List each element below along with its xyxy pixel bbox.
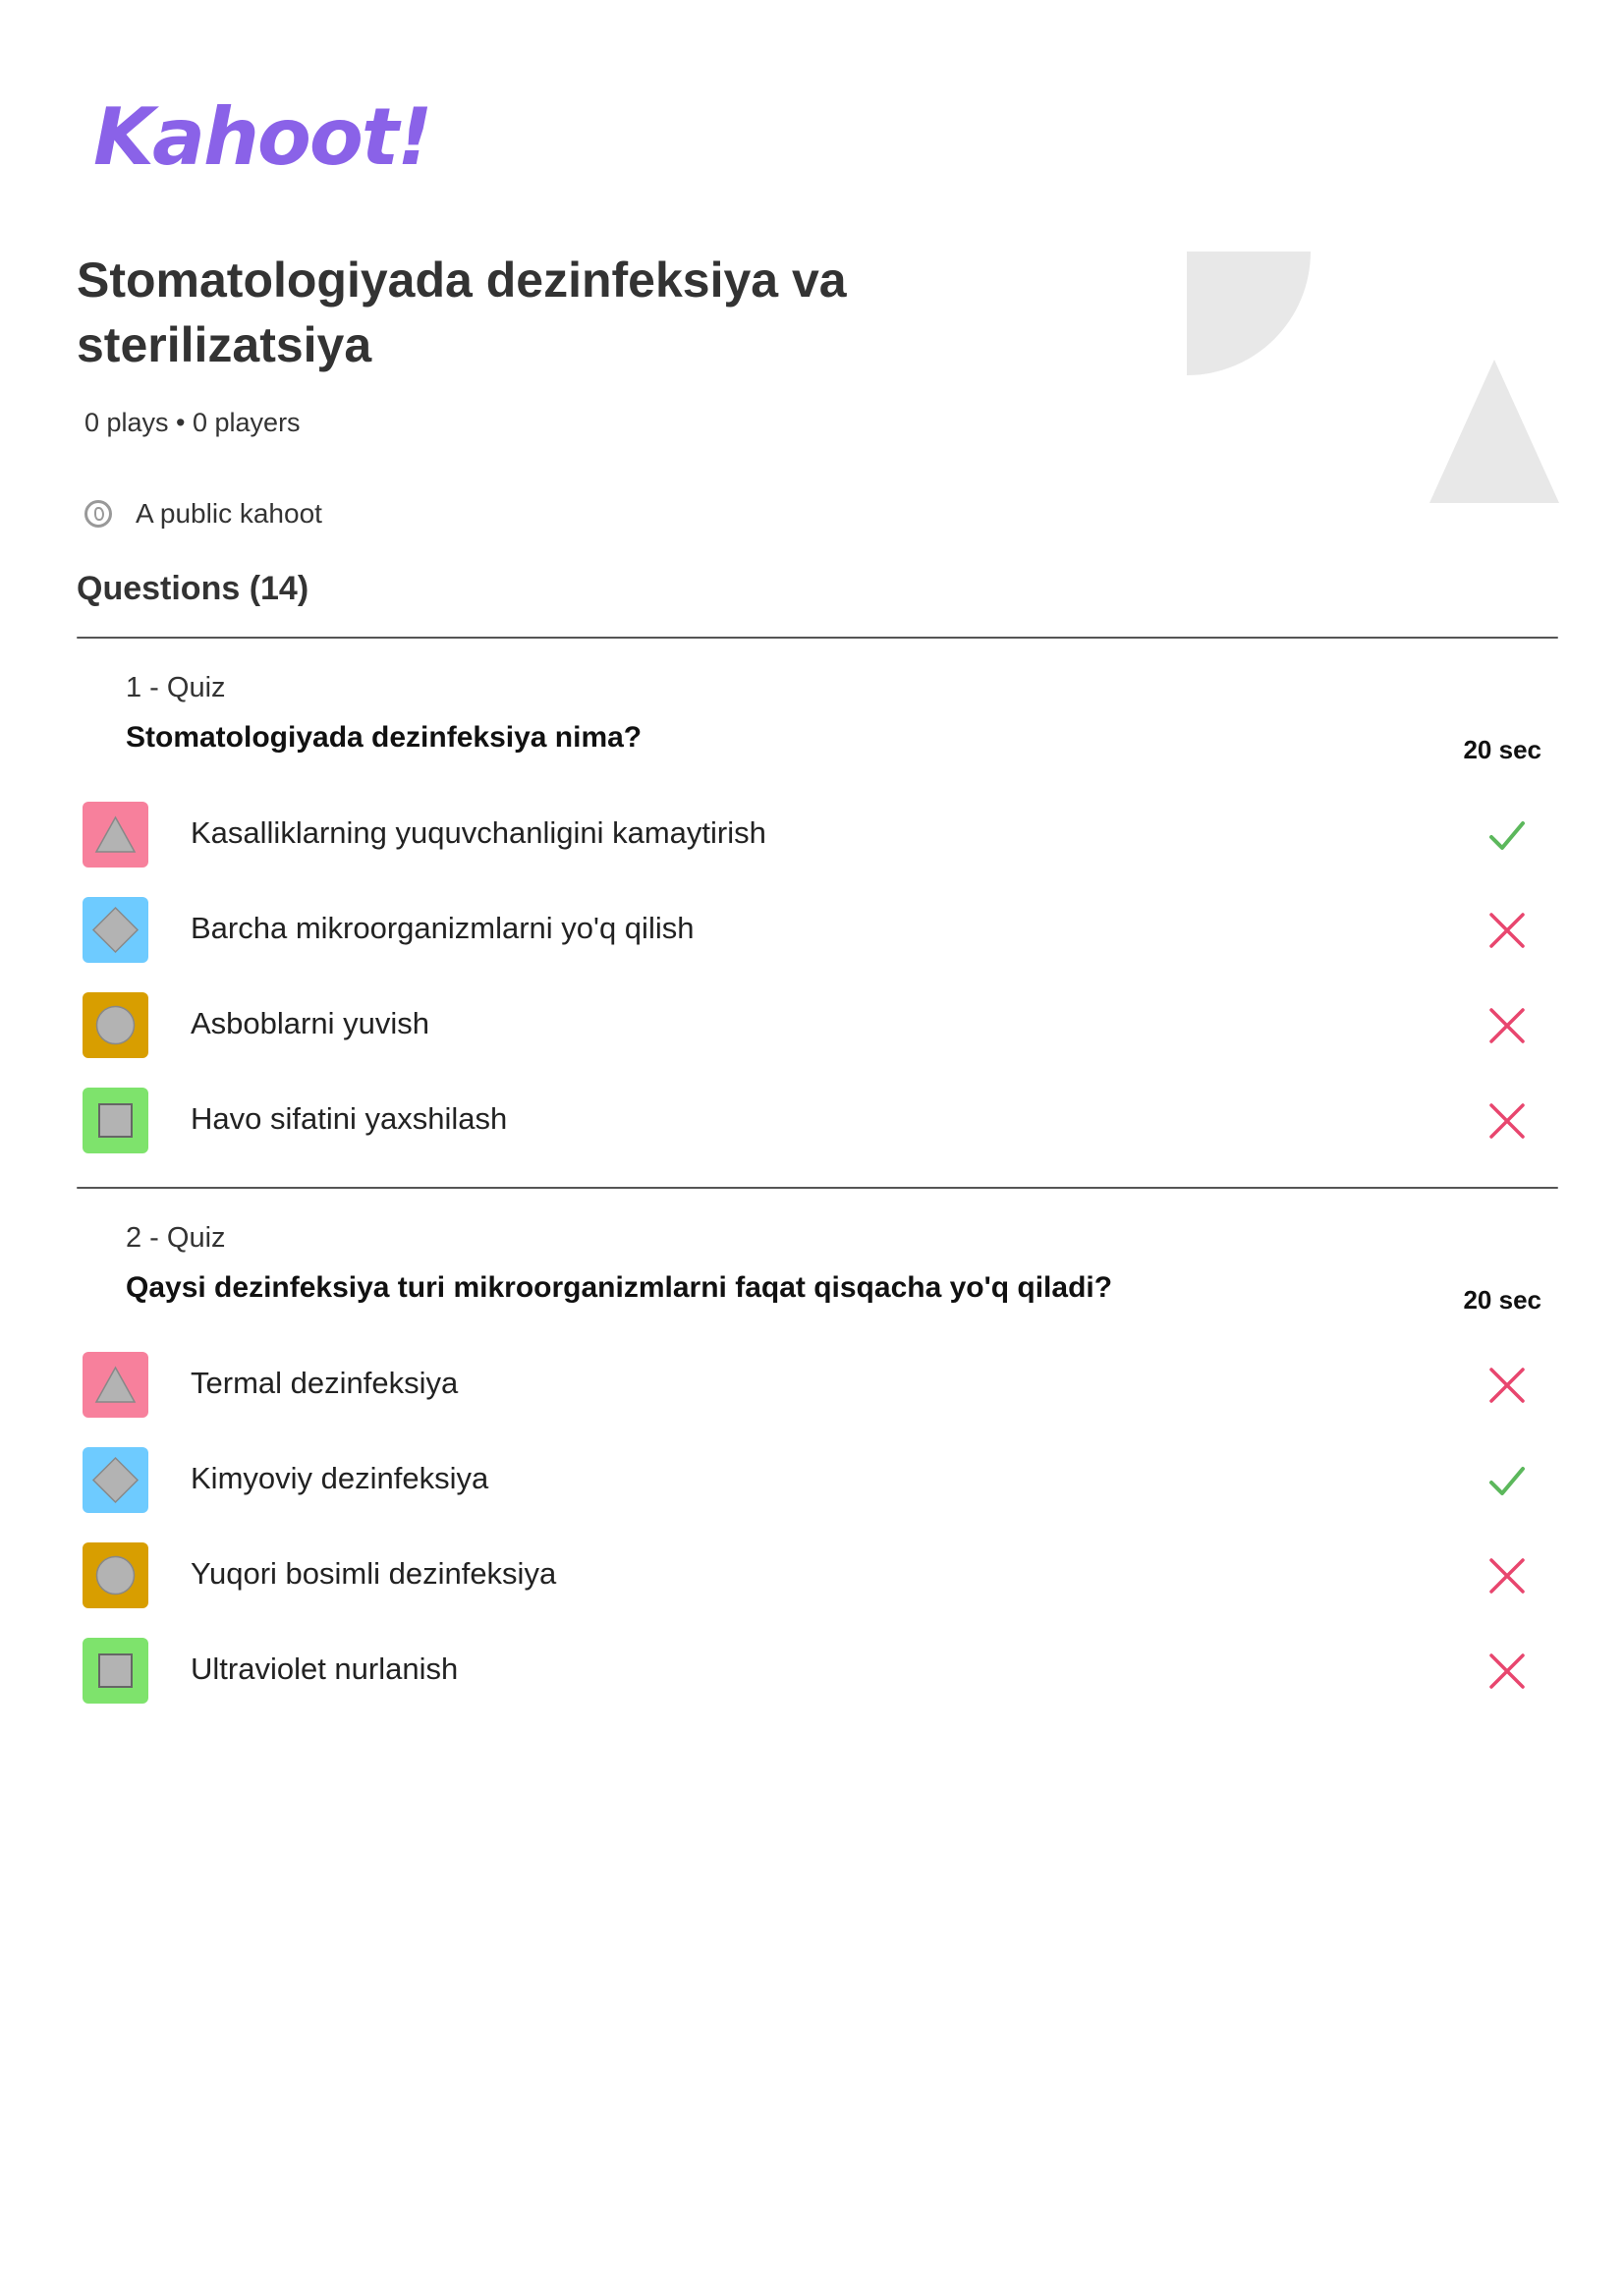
triangle-icon	[83, 1352, 148, 1418]
play-stats: 0 plays • 0 players	[84, 408, 301, 437]
visibility-label: A public kahoot	[136, 498, 322, 529]
visibility-row	[84, 498, 322, 530]
answer-text: Yuqori bosimli dezinfeksiya	[191, 1556, 557, 1591]
answer-row	[83, 1352, 1556, 1419]
answer-text: Asboblarni yuvish	[191, 1006, 429, 1040]
square-icon	[83, 1088, 148, 1153]
kahoot-logo: Kahoot!	[93, 91, 431, 183]
diamond-icon	[83, 1447, 148, 1513]
diamond-icon	[83, 897, 148, 963]
cross-icon	[1484, 1648, 1531, 1695]
cross-icon	[1484, 907, 1531, 954]
answer-row	[83, 1447, 1556, 1514]
question-divider	[77, 637, 1558, 639]
circle-icon	[83, 992, 148, 1058]
question-type-label: 2 - Quiz	[126, 1222, 226, 1254]
answer-text: Termal dezinfeksiya	[191, 1366, 459, 1400]
answer-text: Barcha mikroorganizmlarni yo'q qilish	[191, 911, 695, 945]
globe-icon	[84, 500, 112, 528]
triangle-icon	[83, 802, 148, 868]
answer-text: Ultraviolet nurlanish	[191, 1652, 459, 1686]
questions-heading: Questions (14)	[77, 570, 309, 607]
checkmark-icon	[1484, 812, 1531, 859]
cross-icon	[1484, 1552, 1531, 1599]
answer-text: Kimyoviy dezinfeksiya	[191, 1461, 489, 1495]
square-icon	[83, 1638, 148, 1704]
answer-row	[83, 1638, 1556, 1705]
kahoot-title: Stomatologiyada dezinfeksiya va sterilizatsiya	[77, 252, 847, 372]
circle-icon	[83, 1542, 148, 1608]
answer-row	[83, 897, 1556, 964]
decorative-circle	[1187, 252, 1311, 375]
cross-icon	[1484, 1097, 1531, 1145]
question-time-limit: 20 sec	[1463, 735, 1541, 764]
checkmark-icon	[1484, 1457, 1531, 1504]
question-type-label: 1 - Quiz	[126, 672, 226, 703]
answer-row	[83, 1542, 1556, 1609]
cross-icon	[1484, 1362, 1531, 1409]
question-divider	[77, 1187, 1558, 1189]
question-time-limit: 20 sec	[1463, 1285, 1541, 1315]
answer-row	[83, 1088, 1556, 1154]
decorative-triangle	[1429, 360, 1559, 503]
question-text: Qaysi dezinfeksiya turi mikroorganizmlarni faqat qisqacha yo'q qiladi?	[126, 1271, 1113, 1304]
answer-row	[83, 802, 1556, 868]
answer-row	[83, 992, 1556, 1059]
answer-text: Kasalliklarning yuquvchanligini kamaytirish	[191, 815, 766, 850]
cross-icon	[1484, 1002, 1531, 1049]
answer-text: Havo sifatini yaxshilash	[191, 1101, 508, 1136]
question-text: Stomatologiyada dezinfeksiya nima?	[126, 721, 643, 754]
